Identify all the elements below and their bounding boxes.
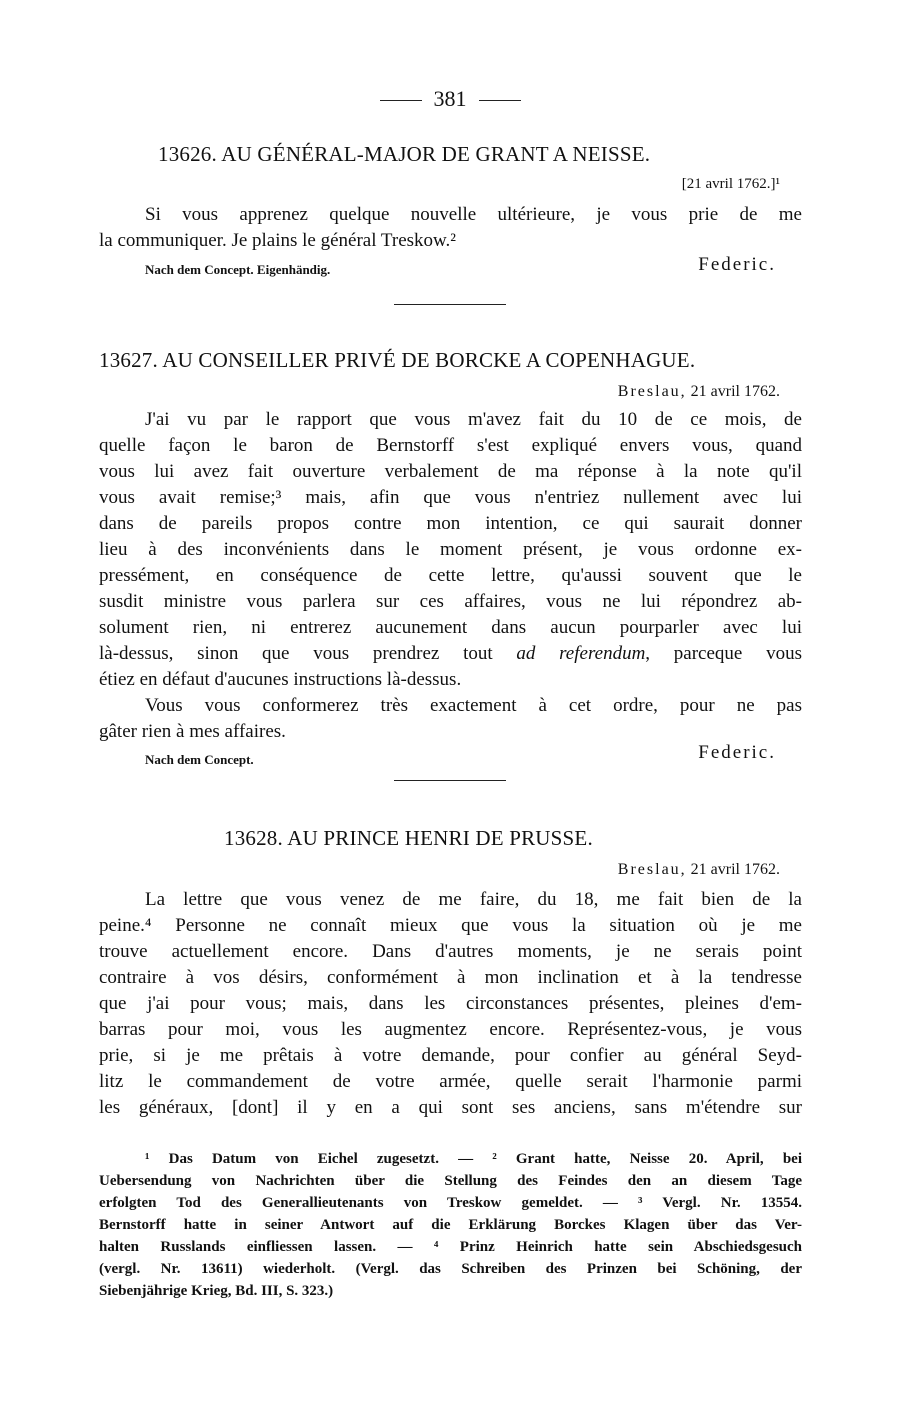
text-line: prie, si je me prêtais à votre demande, pour confier au général Seyd- — [99, 1045, 802, 1066]
footnotes — [99, 1148, 802, 1302]
footnote-line: ¹ Das Datum von Eichel zugesetzt. — ² Grant hatte, Neisse 20. April, bei — [145, 1151, 802, 1167]
text-line: quelle façon le baron de Bernstorff s'est expliqué envers vous, quand — [99, 435, 802, 456]
text-line: susdit ministre vous parlera sur ces affaires, vous ne lui répondrez ab- — [99, 591, 802, 612]
text-line: pressément, en conséquence de cette lettre, qu'aussi souvent que le — [99, 565, 802, 586]
text-line: litz le commandement de votre armée, quelle serait l'harmonie parmi — [99, 1071, 802, 1092]
letter-date — [618, 861, 780, 879]
text-line: barras pour moi, vous les augmentez encore. Représentez-vous, je vous — [99, 1019, 802, 1040]
divider — [479, 100, 521, 101]
letter-body — [99, 202, 802, 254]
text-line: là-dessus, sinon que vous prendrez tout ad referendum, parceque vous — [99, 643, 802, 664]
text-line: Vous vous conformerez très exactement à cet ordre, pour ne pas — [145, 695, 802, 716]
date-day: 21 avril 1762. — [690, 383, 780, 400]
footnote-line: erfolgten Tod des Generallieutenants von Treskow gemeldet. — ³ Vergl. Nr. 13554. — [99, 1195, 802, 1211]
source-note: Nach dem Concept. Eigenhändig. — [145, 262, 331, 277]
letter-heading: 13627. AU CONSEILLER PRIVÉ DE BORCKE A COPENHAGUE. — [99, 348, 696, 372]
page-number: 381 — [0, 86, 900, 112]
footnote-line: Siebenjährige Krieg, Bd. III, S. 323.) — [99, 1283, 334, 1299]
letter-date — [618, 383, 780, 401]
italic-term: ad referendum — [516, 643, 646, 664]
letter-heading: 13626. AU GÉNÉRAL-MAJOR DE GRANT A NEISSE. — [158, 142, 651, 166]
text-line: contraire à vos désirs, conformément à mon inclination et à la tendresse — [99, 967, 802, 988]
letter-body — [99, 887, 802, 1121]
section-rule — [394, 304, 506, 305]
text-line: La lettre que vous venez de me faire, du 18, me fait bien de la — [145, 889, 802, 910]
text-line: dans de pareils propos contre mon intention, ce qui saurait donner — [99, 513, 802, 534]
date-place: Breslau, — [617, 861, 687, 878]
text-line: J'ai vu par le rapport que vous m'avez fait du 10 de ce mois, de — [145, 409, 802, 430]
date-place: Breslau, — [617, 383, 687, 400]
text-line: vous lui avez fait ouverture verbalement de ma réponse à la note qu'il — [99, 461, 802, 482]
text-line: solument rien, ni entrerez aucunement dans aucun pourparler avec lui — [99, 617, 802, 638]
letter-heading: 13628. AU PRINCE HENRI DE PRUSSE. — [224, 826, 593, 850]
text-line: gâter rien à mes affaires. — [99, 721, 286, 742]
footnote-line: Bernstorff hatte in seiner Antwort auf die Erklärung Borckes Klagen über das Ver- — [99, 1217, 802, 1233]
text-line: trouve actuellement encore. Dans d'autres moments, je ne serais point — [99, 941, 802, 962]
letter-body — [99, 407, 802, 745]
signature: Federic. — [698, 742, 776, 763]
date-day: 21 avril 1762. — [690, 861, 780, 878]
footnote-line: halten Russlands einfliessen lassen. — ⁴ Prinz Heinrich hatte sein Abschiedsgesuch — [99, 1239, 802, 1255]
text-line: les généraux, [dont] il y en a qui sont ses anciens, sans m'étendre sur — [99, 1097, 802, 1118]
source-note: Nach dem Concept. — [145, 752, 254, 767]
text-line: Si vous apprenez quelque nouvelle ultérieure, je vous prie de me — [145, 204, 802, 225]
signature: Federic. — [698, 254, 776, 275]
section-rule — [394, 780, 506, 781]
text-line: étiez en défaut d'aucunes instructions là-dessus. — [99, 669, 462, 690]
text-line: la communiquer. Je plains le général Treskow.² — [99, 230, 456, 251]
text-line: vous avait remise;³ mais, afin que vous n'entriez nullement avec lui — [99, 487, 802, 508]
divider — [380, 100, 422, 101]
text-line: lieu à des inconvénients dans le moment présent, je vous ordonne ex- — [99, 539, 802, 560]
footnote-line: (vergl. Nr. 13611) wiederholt. (Vergl. das Schreiben des Prinzen bei Schöning, der — [99, 1261, 802, 1277]
letter-date: [21 avril 1762.]¹ — [681, 176, 780, 192]
footnote-line: Uebersendung von Nachrichten über die Stellung des Feindes den an diesem Tage — [99, 1173, 802, 1189]
text-line: que j'ai pour vous; mais, dans les circonstances présentes, pleines d'em- — [99, 993, 802, 1014]
text-line: peine.⁴ Personne ne connaît mieux que vous la situation où je me — [99, 915, 802, 936]
